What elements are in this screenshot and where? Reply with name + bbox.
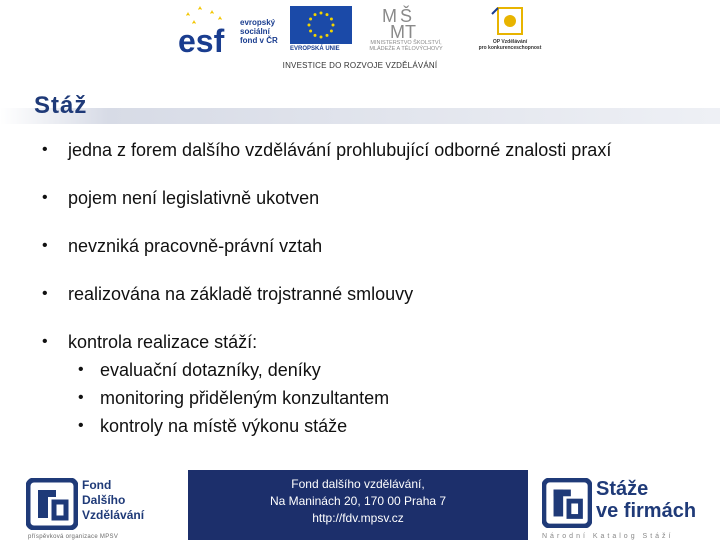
msmt-logo xyxy=(360,4,452,56)
contact-line: Na Maninách 20, 170 00 Praha 7 xyxy=(269,494,447,508)
svg-text:MT: MT xyxy=(390,22,416,40)
eu-logo xyxy=(290,6,354,56)
staze-logo xyxy=(540,476,718,540)
contact-url[interactable]: http://fdv.mpsv.cz xyxy=(312,511,404,525)
contact-box xyxy=(188,470,528,540)
fdv-subtitle: příspěvková organizace MPSV xyxy=(28,534,119,540)
svg-text:M: M xyxy=(382,6,397,26)
msmt-text xyxy=(360,40,452,52)
fdv-logo xyxy=(24,476,169,540)
eu-label: EVROPSKÁ UNIE xyxy=(290,46,340,52)
sub-bullet-item: • evaluační dotazníky, deníky xyxy=(78,356,710,384)
op-line: OP Vzdělávání xyxy=(492,39,528,45)
fdv-text xyxy=(82,478,144,523)
sub-bullet-item: • kontroly na místě výkonu stáže xyxy=(78,412,710,440)
bullet-item: • pojem není legislativně ukotven xyxy=(40,184,710,212)
esf-mark-icon xyxy=(178,6,238,56)
sub-bullet-item: • monitoring přiděleným konzultantem xyxy=(78,384,710,412)
msmt-line: MINISTERSTVO ŠKOLSTVÍ, xyxy=(370,40,442,46)
slide-title: Stáž xyxy=(34,92,88,119)
op-text xyxy=(478,39,542,51)
bullet-item-with-subs xyxy=(40,328,710,440)
op-mark-icon xyxy=(478,4,542,38)
esf-text xyxy=(240,18,278,45)
staze-mark-icon xyxy=(542,478,592,528)
fdv-mark-icon xyxy=(26,478,78,530)
staze-line: ve firmách xyxy=(596,500,697,522)
investment-line: INVESTICE DO ROZVOJE VZDĚLÁVÁNÍ xyxy=(282,61,438,70)
fdv-line: Fond xyxy=(82,478,112,492)
header-logos xyxy=(178,4,542,74)
msmt-line: MLÁDEŽE A TĚLOVÝCHOVY xyxy=(369,46,443,52)
esf-line: sociální xyxy=(240,27,270,36)
bullet-item: • jedna z forem dalšího vzdělávání prohlubující odborné znalosti praxí xyxy=(40,136,710,164)
staze-subtitle: Národní Katalog Stáží xyxy=(542,533,674,540)
esf-line: evropský xyxy=(240,18,276,27)
bullet-item-label: kontrola realizace stáží: xyxy=(68,332,258,352)
eu-flag-icon xyxy=(290,6,352,44)
svg-text:Š: Š xyxy=(400,6,413,26)
title-divider xyxy=(0,106,720,126)
staze-line: Stáže xyxy=(596,478,649,500)
contact-line: Fond dalšího vzdělávání, xyxy=(291,477,425,491)
fdv-line: Dalšího xyxy=(82,493,126,507)
bullet-item: • realizována na základě trojstranné smlouvy xyxy=(40,280,710,308)
esf-line: fond v ČR xyxy=(240,36,278,45)
op-line: pro konkurenceschopnost xyxy=(478,45,542,51)
bullet-item: • nevzniká pracovně-právní vztah xyxy=(40,232,710,260)
footer xyxy=(0,470,720,540)
sub-bullet-list xyxy=(68,356,710,440)
esf-logo xyxy=(178,4,284,56)
msmt-mark-icon xyxy=(360,4,452,40)
op-logo xyxy=(478,4,542,56)
staze-text xyxy=(596,478,696,522)
fdv-line: Vzdělávání xyxy=(82,508,145,522)
svg-text:esf: esf xyxy=(178,23,225,56)
bullet-list xyxy=(40,136,710,440)
